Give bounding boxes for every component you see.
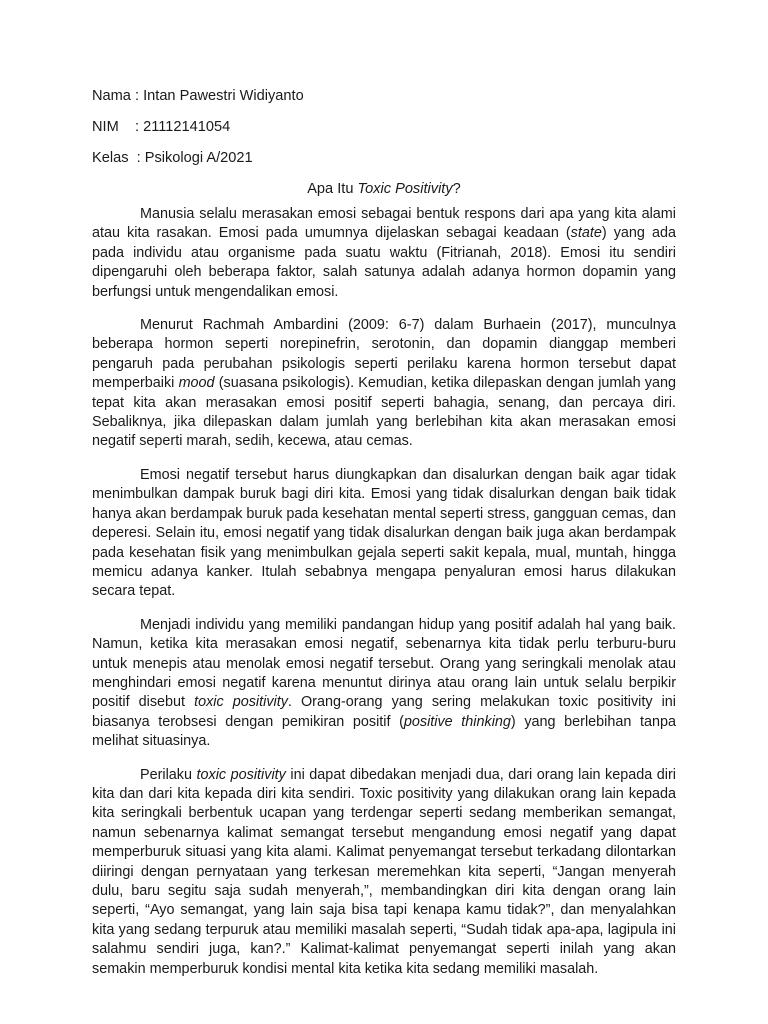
text-run: ) yang ada pada individu atau organisme pada suatu waktu (Fitrianah, 2018). Emosi itu sendiri dipengaruhi oleh beberapa faktor, salah satunya adalah adanya hormon dopamin yang berfungsi untuk mengendalikan emosi. <box>92 225 676 300</box>
paragraph-2 <box>92 316 676 452</box>
student-name: Nama : Intan Pawestri Widiyanto <box>92 88 304 104</box>
text-run: Menurut Rachmah Ambardini (2009: 6-7) dalam Burhaein (2017), munculnya beberapa hormon seperti norepinefrin, serotonin, dan dopamin dianggap memberi pengaruh pada perubahan psikologis seperti perilaku karena hormon tersebut dapat memperbaiki <box>92 317 676 392</box>
text-run: Manusia selalu merasakan emosi sebagai bentuk respons dari apa yang kita alami atau kita rasakan. Emosi pada umumnya dijelaskan sebagai keadaan ( <box>92 206 676 242</box>
essay-body <box>92 205 676 979</box>
text-run: ini dapat dibedakan menjadi dua, dari orang lain kepada diri kita dan dari kita kepada diri kita sendiri. Toxic positivity yang dilakukan orang lain kepada kita seringkali berbentuk ucapan yang terdengar seperti sedang memberikan semangat, namun sebenarnya kalimat semangat tersebut mengandung emosi negatif yang dapat memperburuk situasi yang kita alami. Kalimat penyemangat tersebut terkadang dilontarkan diiringi dengan pernyataan yang terkesan meremehkan kita seperti, “Jangan menyerah dulu, baru segitu saja sudah menyerah,”, membandingkan diri kita dengan orang lain seperti, “Ayo semangat, yang lain saja bisa tapi kenapa kamu tidak?”, dan menyalahkan kita yang sedang terpuruk atau memiliki masalah seperti, “Sudah tidak apa-apa, lagipula ini salahmu sendiri juga, kan?.” Kalimat-kalimat penyemangat seperti inilah yang akan semakin memperburuk kondisi mental kita ketika kita sedang memiliki masalah. <box>92 766 676 977</box>
text-run: Perilaku <box>140 766 197 783</box>
paragraph-4 <box>92 616 676 752</box>
title-prefix: Apa Itu <box>307 181 358 197</box>
text-run: (suasana psikologis). Kemudian, ketika dilepaskan dengan jumlah yang tepat kita akan merasakan emosi positif seperti bahagia, senang, dan percaya diri. Sebaliknya, jika dilepaskan dalam jumlah yang berlebihan kita akan merasakan emosi negatif seperti marah, sedih, kecewa, atau cemas. <box>92 375 677 450</box>
text-run: . Orang-orang yang sering melakukan toxic positivity ini biasanya terobsesi dengan pemikiran positif ( <box>92 694 676 730</box>
italic-term: toxic positivity <box>196 766 286 783</box>
italic-term: toxic positivity <box>194 694 288 711</box>
italic-term: positive thinking <box>403 713 511 730</box>
essay-title <box>92 179 676 199</box>
text-run: Emosi negatif tersebut harus diungkapkan dan disalurkan dengan baik agar tidak menimbulkan dampak buruk bagi diri kita. Emosi yang tidak disalurkan dengan baik tidak hanya akan berdampak buruk pada kesehatan mental seperti stress, gangguan cemas, dan deperesi. Selain itu, emosi negatif yang tidak disalurkan dengan baik juga akan berdampak pada kesehatan fisik yang menimbulkan gejala seperti sakit kepala, mual, muntah, hingga memicu adanya kanker. Itulah sebabnya mengapa penyaluran emosi harus dilakukan secara tepat. <box>92 466 676 600</box>
title-suffix: ? <box>452 181 461 197</box>
title-italic: Toxic Positivity <box>357 181 453 197</box>
paragraph-3 <box>92 466 676 602</box>
text-run: ) yang berlebihan tanpa melihat situasinya. <box>92 713 676 750</box>
paragraph-5 <box>92 766 676 979</box>
paragraph-1 <box>92 205 676 302</box>
student-nim: NIM : 21112141054 <box>92 119 231 135</box>
italic-term: state <box>570 225 602 242</box>
italic-term: mood <box>178 375 215 392</box>
text-run: Menjadi individu yang memiliki pandangan hidup yang positif adalah hal yang baik. Namun, ketika kita merasakan emosi negatif, sebenarnya kita tidak perlu terburu-buru untuk menepis atau menolak emosi negatif tersebut. Orang yang seringkali menolak atau menghindari emosi negatif karena menuntut dirinya atau orang lain untuk selalu berpikir positif disebut <box>92 616 676 711</box>
student-class: Kelas : Psikologi A/2021 <box>92 150 253 166</box>
